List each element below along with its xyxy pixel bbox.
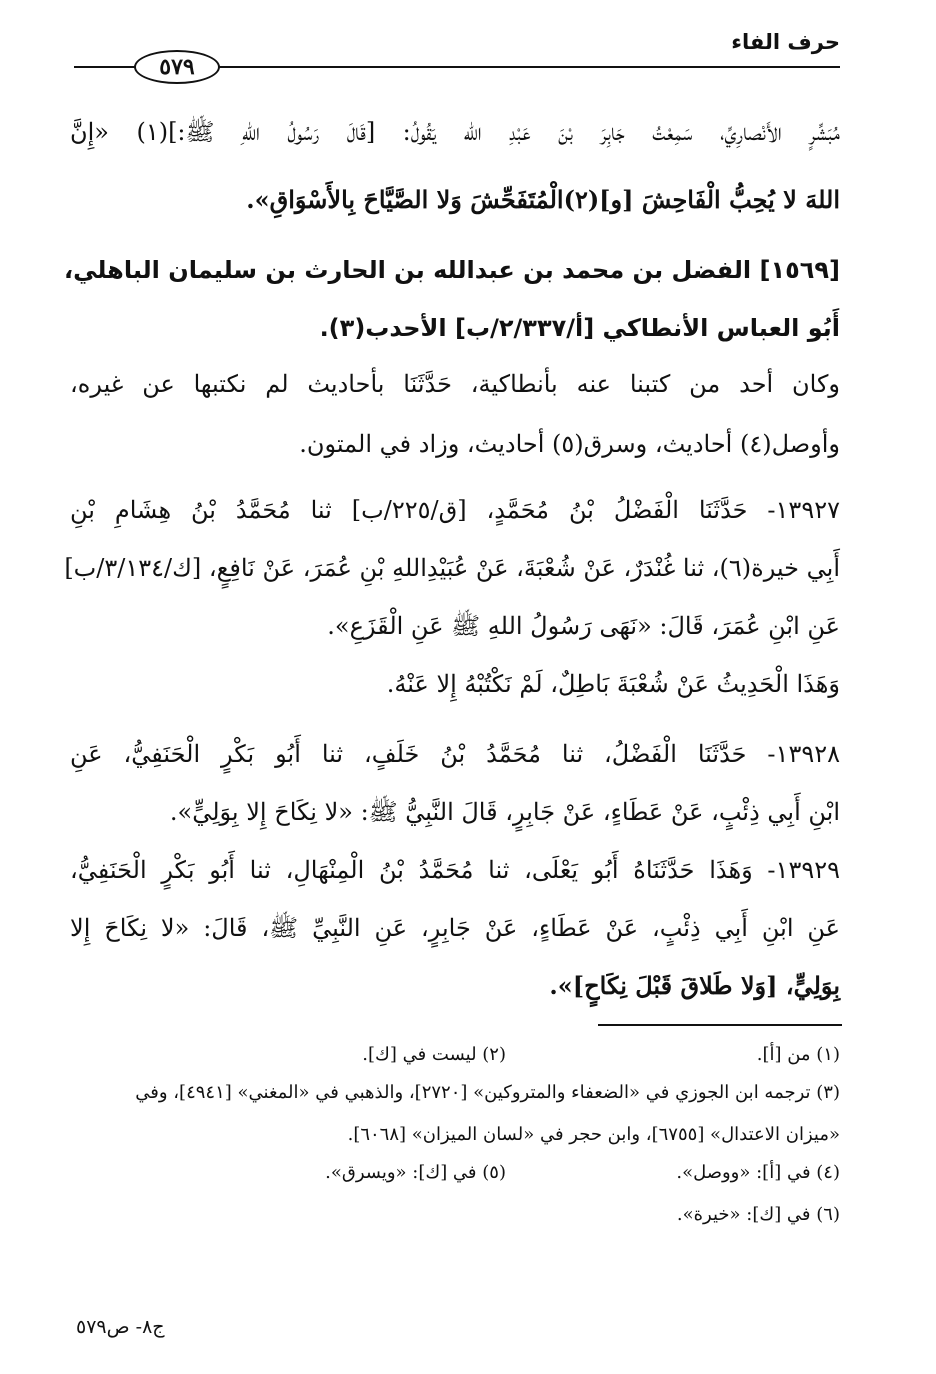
hadith-13927-line-2: أَبِي خيرة(٦)، ثنا غُنْدَرٌ، عَنْ شُعْبَةَ، عَنْ عُبَيْدِاللهِ بْنِ عُمَرَ، عَنْ نَافِعٍ، [ك/٣/١٣٤/ب] <box>64 554 840 582</box>
entry-heading-1569: [١٥٦٩] الفضل بن محمد بن عبدالله بن الحارث بن سليمان الباهلي، <box>63 256 840 284</box>
hadith-13929-line-1: ١٣٩٢٩- وَهَذَا حَدَّثَنَاهُ أَبُو يَعْلَى، ثنا مُحَمَّدُ بْنُ الْمِنْهَالِ، ثنا أَبُو بَكْرٍ الْحَنَفِيُّ، <box>70 856 840 884</box>
footnote-rule <box>598 1024 842 1026</box>
page-reference: ج٨- ص٥٧٩ <box>76 1316 165 1338</box>
footnote-6: (٦) في [ك]: «خيرة». <box>676 1204 840 1225</box>
text-line-1: مُبَشِّرٍ الأَنْصارِيِّ، سَمِعْتُ جَابِرَ بْنَ عَبْدِ الله يَقُولُ: [قَالَ رَسُولُ اللهِ ﷺ:](١) «إِنَّ <box>70 118 840 146</box>
footnote-1: (١) من [أ]. <box>756 1044 840 1065</box>
footnote-5: (٥) في [ك]: «ويسرق». <box>325 1162 506 1183</box>
page-number: ٥٧٩ <box>134 50 220 84</box>
footnote-3-line-1: (٣) ترجمه ابن الجوزي في «الضعفاء والمتروكين» [٢٧٢٠]، والذهبي في «المغني» [٤٩٤١]، وفي <box>135 1082 840 1103</box>
footnote-3-line-2: «ميزان الاعتدال» [٦٧٥٥]، وابن حجر في «لسان الميزان» [٦٠٦٨]. <box>347 1124 840 1145</box>
hadith-13927-line-3: عَنِ ابْنِ عُمَرَ، قَالَ: «نَهَى رَسُولُ اللهِ ﷺ عَنِ الْقَزَعِ». <box>327 612 840 640</box>
text-line-6: وأوصل(٤) أحاديث، وسرق(٥) أحاديث، وزاد في المتون. <box>299 430 840 458</box>
hadith-13927-line-1: ١٣٩٢٧- حَدَّثَنَا الْفَضْلُ بْنُ مُحَمَّدٍ، [ق/٢٢٥/ب] ثنا مُحَمَّدُ بْنُ هِشَامِ بْنِ <box>70 496 840 524</box>
hadith-13929-line-2: عَنِ ابْنِ أَبِي ذِئْبٍ، عَنْ عَطَاءٍ، عَنْ جَابِرٍ، عَنِ النَّبِيِّ ﷺ، قَالَ: «لا نِكَاحَ إِلا <box>70 914 840 942</box>
entry-heading-cont: أَبُو العباس الأنطاكي [أ/٢/٣٣٧/ب] الأحدب(٣). <box>319 314 840 342</box>
chapter-title: حرف الفاء <box>731 30 840 54</box>
comment-line: وَهَذَا الْحَدِيثُ عَنْ شُعْبَةَ بَاطِلٌ، لَمْ نَكْتُبْهُ إِلا عَنْهُ. <box>386 670 840 698</box>
footnote-2: (٢) ليست في [ك]. <box>362 1044 506 1065</box>
text-line-2: اللهَ لا يُحِبُّ الْفَاحِشَ [و](٢)الْمُتَفَحِّشَ وَلا الصَّيَّاحَ بِالأَسْوَاقِ». <box>246 185 840 214</box>
hadith-13929-line-3: بِوَلِيٍّ، [وَلا طَلاقَ قَبْلَ نِكَاحٍ]». <box>549 971 840 1000</box>
text-line-5: وكان أحد من كتبنا عنه بأنطاكية، حَدَّثَنَا بأحاديث لم نكتبها عن غيره، <box>70 370 840 398</box>
hadith-13928-line-2: ابْنِ أَبِي ذِئْبٍ، عَنْ عَطَاءٍ، عَنْ جَابِرٍ، قَالَ النَّبِيُّ ﷺ: «لا نِكَاحَ إِلا بِوَلِيٍّ». <box>169 798 840 826</box>
footnote-4: (٤) في [أ]: «ووصل». <box>676 1162 840 1183</box>
hadith-13928-line-1: ١٣٩٢٨- حَدَّثَنَا الْفَضْلُ، ثنا مُحَمَّدُ بْنُ خَلَفٍ، ثنا أَبُو بَكْرٍ الْحَنَفِيُّ، عَنِ <box>70 740 840 768</box>
